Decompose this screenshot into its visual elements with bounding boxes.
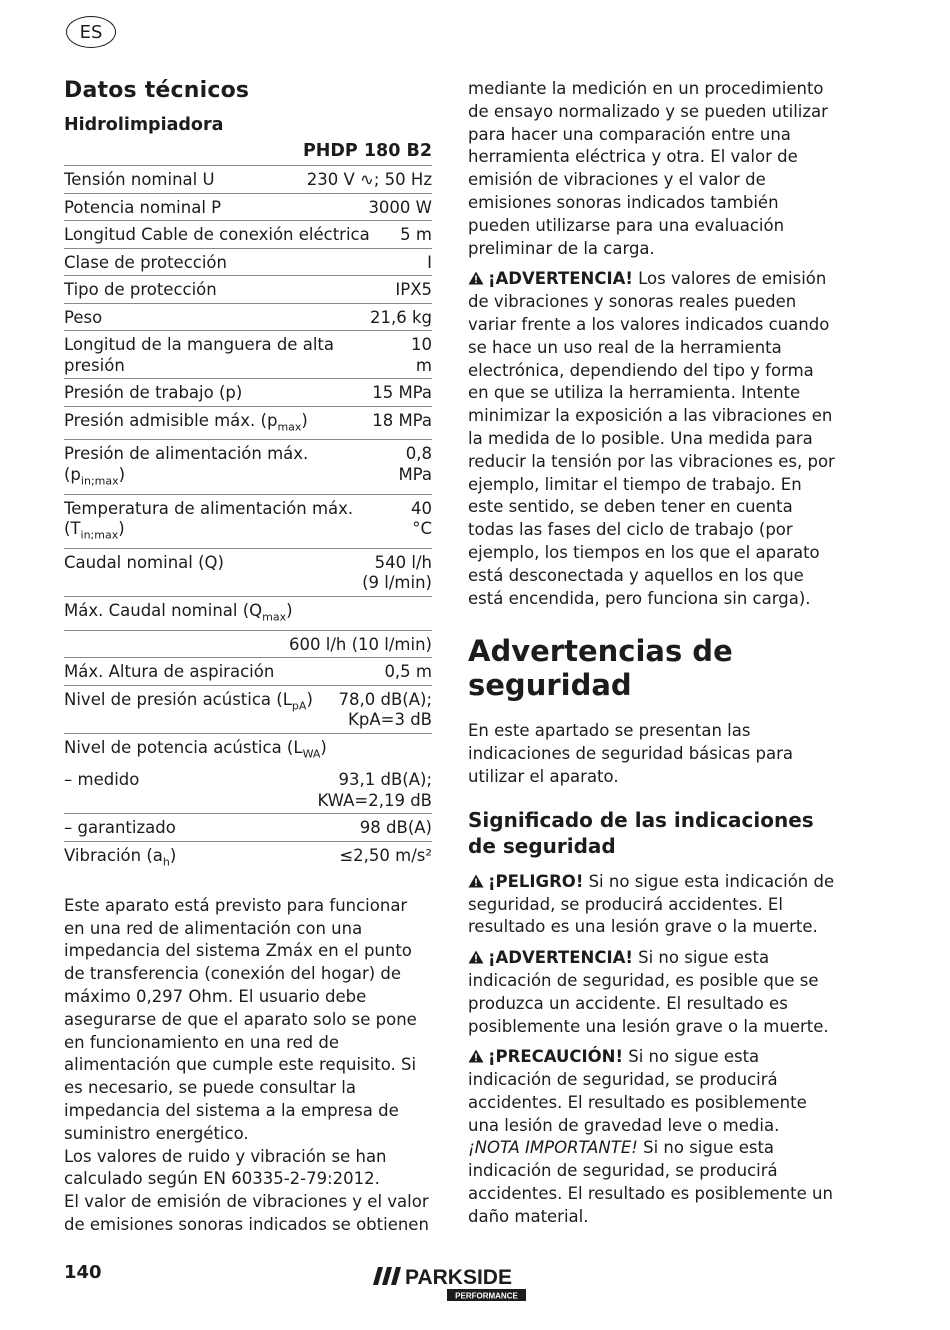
spec-value: 540 l/h (9 l/min) xyxy=(362,552,432,593)
warning-text: Los valores de emisión de vibraciones y sonoras reales pueden variar frente a los valores indicados cuando se hace un uso real de la herramienta electrónica, dependiendo del tipo y forma en que se utiliza la herramienta. Intente minimizar la exposición a las vibraciones en la medida de lo posible. Una medida para reducir la tensión por las vibraciones es, por ejemplo, limitar el tiempo de trabajo. En este sentido, se deben tener en cuenta todas las fases del ciclo de trabajo (por ejemplo, los tiempos en los que el aparato está desconectada y aquellos en los que está encendida, pero funciona sin carga). xyxy=(468,269,835,608)
spec-row xyxy=(64,658,432,686)
spec-label: Nivel de presión acústica $(L_{pA})$ xyxy=(64,689,313,712)
product-name: Hidrolimpiadora xyxy=(64,115,224,135)
spec-row xyxy=(64,407,432,441)
caution-text: Si no sigue esta indicación de seguridad, se producirá accidentes. El resultado es posiblemente una lesión de gravedad leve o media. xyxy=(468,1047,807,1135)
spec-label: Caudal nominal (Q) xyxy=(64,552,224,572)
spec-label: Temperatura de alimentación máx. $(T_{in;max})$ xyxy=(64,498,354,542)
spec-label: Máx. Altura de aspiración xyxy=(64,662,275,682)
spec-value: 0,8 MPa xyxy=(398,444,432,484)
spec-table xyxy=(64,166,432,875)
left-column xyxy=(64,78,432,1237)
warning-note xyxy=(468,947,836,1038)
right-column xyxy=(468,78,836,1229)
caution-note xyxy=(468,1046,836,1137)
spec-label: Presión de trabajo (p) xyxy=(64,383,243,402)
section-title-safety: Advertencias de seguridad xyxy=(468,634,733,703)
paragraph-impedance: Este aparato está previsto para funcionar en una red de alimentación con una impedancia del sistema Zmáx en el punto de transferencia (conexión del hogar) de máximo 0,297 Ohm. El usuario debe asegurarse de que el aparato solo se pone en funcionamiento en una red de alimentación que cumple este requisito. Si es necesario, se puede consultar la impedancia del sistema a la empresa de suministro energético. xyxy=(64,895,417,1143)
brand-name: PARKSIDE xyxy=(405,1266,512,1289)
spec-row xyxy=(64,814,432,842)
paragraph-emission-values: El valor de emisión de vibraciones y el valor de emisiones sonoras indicados se obtienen xyxy=(64,1192,429,1234)
subsection-title-meaning: Significado de las indicaciones de seguridad xyxy=(468,807,814,858)
spec-label: Tensión nominal U xyxy=(64,170,215,189)
spec-value: 15 MPa xyxy=(372,383,432,402)
spec-row xyxy=(64,194,432,222)
spec-value: I xyxy=(427,252,432,272)
spec-row xyxy=(64,166,432,194)
spec-row xyxy=(64,440,432,494)
warning-vibration xyxy=(468,268,836,610)
spec-value: 3000 W xyxy=(368,197,432,217)
warning-triangle-icon xyxy=(468,950,484,964)
spec-value: 10 m xyxy=(411,335,432,375)
safety-intro: En este apartado se presentan las indicaciones de seguridad básicas para utilizar el aparato. xyxy=(468,721,793,786)
spec-label: Vibración $(a_h)$ xyxy=(64,845,177,869)
spec-value: 40 °C xyxy=(411,498,432,539)
spec-value: 93,1 dB(A); KWA=2,19 dB xyxy=(317,770,432,810)
language-badge: ES xyxy=(66,16,116,48)
spec-value: 78,0 dB(A); KpA=3 dB xyxy=(338,689,432,730)
important-note xyxy=(468,1137,836,1228)
warning-label: ¡ADVERTENCIA! xyxy=(488,269,633,289)
spec-row xyxy=(64,221,432,249)
spec-row xyxy=(64,331,432,379)
spec-row xyxy=(64,597,432,631)
spec-row xyxy=(64,734,432,767)
spec-row: 600 l/h (10 l/min) xyxy=(64,631,432,659)
spec-row xyxy=(64,686,432,734)
important-note-text: Si no sigue esta indicación de seguridad, se producirá accidentes. El resultado es posiblemente un daño material. xyxy=(468,1138,833,1226)
paragraph-noise-values: Los valores de ruido y vibración se han calculado según EN 60335-2-79:2012. xyxy=(64,1146,387,1189)
spec-label: Máx. Caudal nominal $(Q_{max})$ xyxy=(64,600,293,624)
brand-sub: PERFORMANCE xyxy=(455,1291,518,1301)
spec-label: Potencia nominal P xyxy=(64,197,222,217)
spec-row xyxy=(64,766,432,814)
spec-value: 0,5 m xyxy=(384,662,432,682)
spec-value: ≤2,50 m/s² xyxy=(339,845,432,865)
spec-label: Presión de alimentación máx. $(p_{in;max})$ xyxy=(64,444,309,488)
spec-value: 5 m xyxy=(400,225,432,244)
page-number: 140 xyxy=(64,1262,102,1283)
warning-triangle-icon xyxy=(468,1049,484,1063)
spec-value: IPX5 xyxy=(395,280,432,299)
important-note-label: ¡NOTA IMPORTANTE! xyxy=(468,1138,638,1158)
spec-label: Clase de protección xyxy=(64,252,227,272)
spec-row xyxy=(64,304,432,332)
spec-value: 18 MPa xyxy=(372,410,432,430)
spec-label: Longitud Cable de conexión eléctrica xyxy=(64,225,370,244)
section-title-technical-data: Datos técnicos xyxy=(64,78,250,103)
spec-label: – garantizado xyxy=(64,818,176,838)
danger-note xyxy=(468,871,836,939)
paragraph-emission-continued: mediante la medición en un procedimiento de ensayo normalizado y se pueden utilizar para hacer una comparación entre una herramienta eléctrica y otra. El valor de emisión de vibraciones y el valor de emisiones sonoras indicados también pueden utilizarse para una evaluación preliminar de la carga. xyxy=(468,79,828,258)
warning-note-text: Si no sigue esta indicación de seguridad, es posible que se produzca un accidente. El resultado es posiblemente una lesión grave o la muerte. xyxy=(468,948,829,1036)
spec-row xyxy=(64,549,432,597)
spec-value: 21,6 kg xyxy=(369,307,432,327)
caution-label: ¡PRECAUCIÓN! xyxy=(488,1047,623,1067)
spec-row xyxy=(64,842,432,875)
warning-triangle-icon xyxy=(468,271,484,285)
spec-row xyxy=(64,495,432,549)
spec-label: Longitud de la manguera de alta presión xyxy=(64,335,334,375)
spec-row xyxy=(64,379,432,407)
spec-label: Peso xyxy=(64,307,103,327)
parkside-logo xyxy=(373,1263,527,1305)
spec-label: Nivel de potencia acústica $(L_{WA})$ xyxy=(64,737,327,760)
spec-value: 98 dB(A) xyxy=(359,818,432,838)
warning-note-label: ¡ADVERTENCIA! xyxy=(488,948,633,968)
spec-row xyxy=(64,276,432,304)
spec-row xyxy=(64,249,432,277)
danger-label: ¡PELIGRO! xyxy=(488,871,584,891)
spec-label: – medido xyxy=(64,770,140,790)
spec-label: Presión admisible máx. $(p_{max})$ xyxy=(64,410,308,433)
danger-text: Si no sigue esta indicación de seguridad, se producirá accidentes. El resultado es una lesión grave o la muerte. xyxy=(468,871,835,937)
warning-triangle-icon xyxy=(468,874,484,888)
spec-label: Tipo de protección xyxy=(64,280,217,299)
spec-value: 230 V ∿; 50 Hz xyxy=(306,170,432,189)
model-number: PHDP 180 B2 xyxy=(64,139,432,166)
